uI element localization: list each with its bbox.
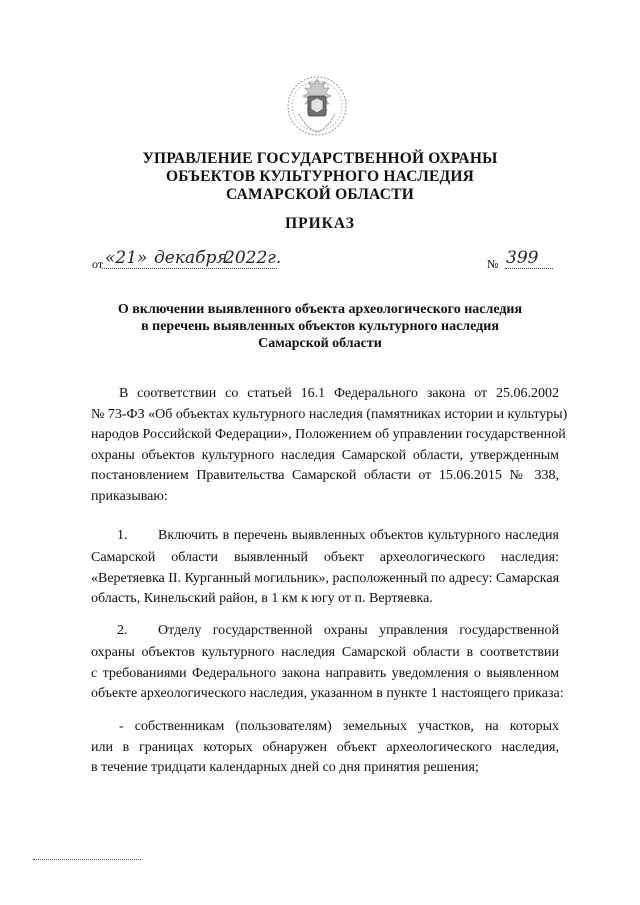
intro-line: приказываю: bbox=[91, 488, 168, 504]
item-1-number: 1. bbox=[117, 528, 128, 543]
item-2-number: 2. bbox=[117, 623, 128, 638]
document-title bbox=[0, 301, 640, 352]
coat-of-arms-icon bbox=[287, 74, 347, 138]
footer-divider bbox=[33, 859, 141, 860]
date-year: 2022г. bbox=[224, 248, 282, 268]
order-number bbox=[487, 248, 567, 272]
item-2-continuation bbox=[91, 643, 564, 705]
intro-line: В соответствии со статьей 16.1 Федерального закона от 25.06.2002 bbox=[119, 386, 559, 401]
org-line-1: УПРАВЛЕНИЕ ГОСУДАРСТВЕННОЙ ОХРАНЫ bbox=[142, 150, 498, 167]
item-2-first-line bbox=[91, 623, 559, 644]
number-prefix: № bbox=[487, 257, 499, 271]
item-2-line: охраны объектов культурного наследия Самарской области в соответствии bbox=[91, 645, 559, 660]
org-line-2: ОБЪЕКТОВ КУЛЬТУРНОГО НАСЛЕДИЯ bbox=[165, 168, 475, 185]
date-prefix: от bbox=[92, 257, 104, 271]
bullet-line: или в границах которых обнаружен объект археологического наследия, bbox=[91, 739, 559, 755]
date-month: декабря bbox=[154, 248, 228, 268]
document-type: ПРИКАЗ bbox=[285, 215, 355, 232]
intro-line: постановлением Правительства Самарской области от 15.06.2015 № 338, bbox=[91, 468, 559, 483]
date-day: «21» bbox=[105, 248, 148, 268]
date-underline bbox=[102, 268, 277, 269]
organization-name bbox=[0, 150, 640, 204]
item-1-line: «Веретяевка II. Курганный могильник», расположенный по адресу: Самарская bbox=[91, 570, 560, 586]
number-underline bbox=[505, 268, 553, 269]
intro-line: охраны объектов культурного наследия Самарской области, утвержденным bbox=[91, 447, 559, 463]
item-2-line: с требованиями Федерального закона направить уведомления о выявленном bbox=[91, 665, 559, 681]
item-1-line: Самарской области выявленный объект археологического наследия: bbox=[91, 550, 559, 565]
number-value: 399 bbox=[506, 248, 539, 268]
item-2-text: Отделу государственной охраны управления государственной bbox=[158, 623, 559, 638]
title-line-1: О включении выявленного объекта археологического наследия bbox=[117, 302, 523, 317]
item-1-first-line bbox=[91, 528, 559, 549]
owners-bullet bbox=[91, 717, 559, 779]
bullet-line: - собственникам (пользователям) земельных участков, на которых bbox=[119, 719, 559, 734]
item-1-continuation bbox=[91, 548, 559, 610]
bullet-line: в течение тридцати календарных дней со дня принятия решения; bbox=[91, 760, 479, 775]
item-2-line: объекте археологического наследия, указанном в пункте 1 настоящего приказа: bbox=[91, 686, 564, 701]
intro-line: народов Российской Федерации», Положением об управлении государственной bbox=[91, 427, 566, 442]
intro-paragraph bbox=[91, 384, 568, 507]
item-1-line: область, Кинельский район, в 1 км к югу от п. Вертяевка. bbox=[91, 591, 433, 606]
item-1-text: Включить в перечень выявленных объектов культурного наследия bbox=[158, 528, 559, 543]
org-line-3: САМАРСКОЙ ОБЛАСТИ bbox=[225, 186, 414, 203]
intro-line: № 73-ФЗ «Об объектах культурного наследия (памятниках истории и культуры) bbox=[91, 406, 568, 422]
order-date bbox=[92, 248, 292, 272]
title-line-2: в перечень выявленных объектов культурного наследия bbox=[141, 319, 499, 334]
title-line-3: Самарской области bbox=[258, 336, 382, 351]
